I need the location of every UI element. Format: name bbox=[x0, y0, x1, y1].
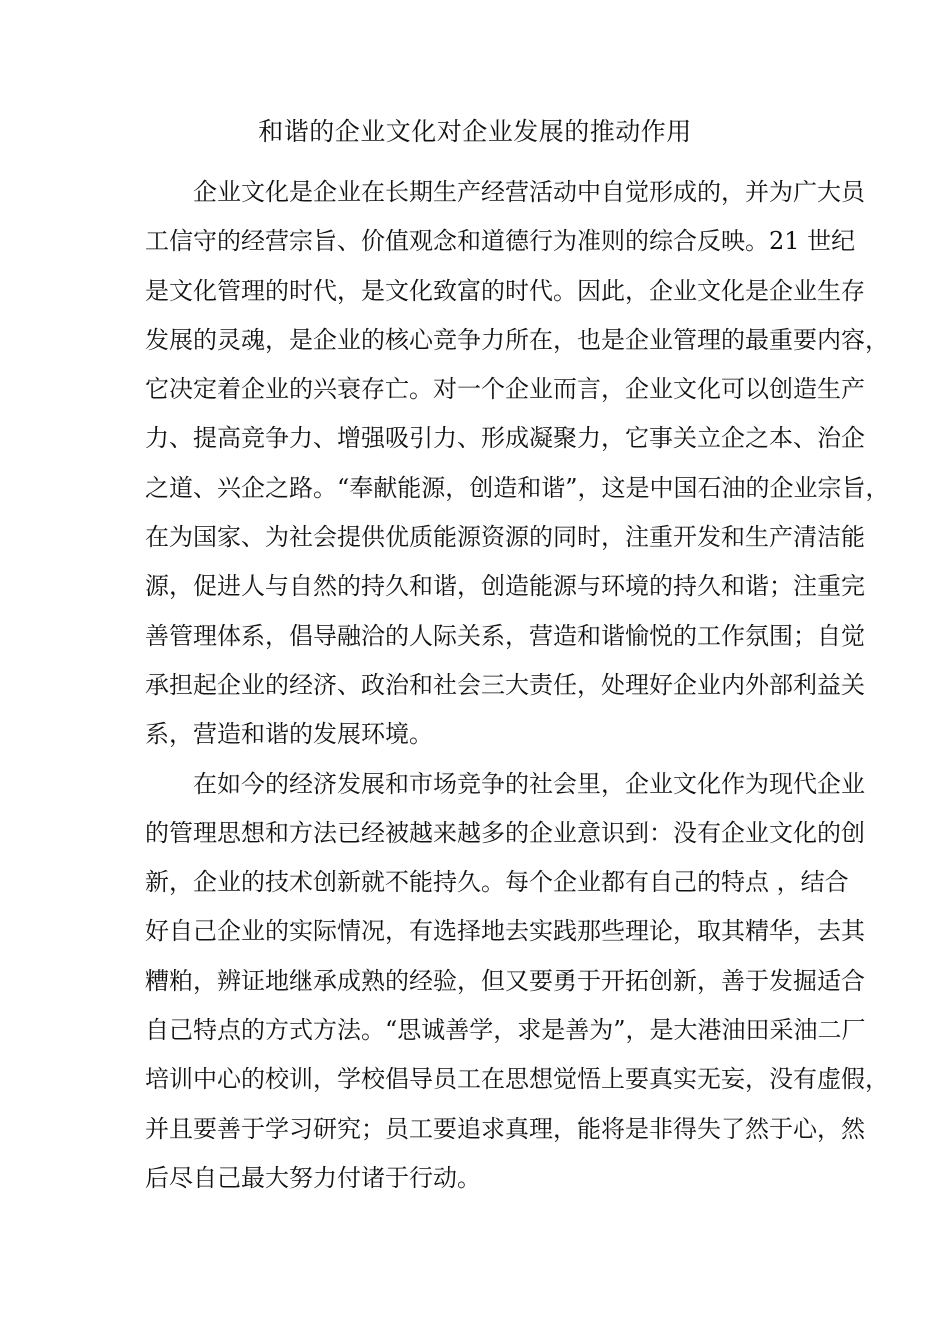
paragraph-line: 是文化管理的时代，是文化致富的时代。因此，企业文化是企业生存 bbox=[145, 276, 865, 305]
paragraph-line: 系，营造和谐的发展环境。 bbox=[145, 720, 433, 749]
paragraph-2 bbox=[145, 760, 889, 1204]
paragraph-line: 承担起企业的经济、政治和社会三大责任，处理好企业内外部利益关 bbox=[145, 670, 865, 699]
paragraph-line: 的管理思想和方法已经被越来越多的企业意识到：没有企业文化的创 bbox=[145, 818, 865, 847]
paragraph-line: 后尽自己最大努力付诸于行动。 bbox=[145, 1163, 481, 1192]
paragraph-1 bbox=[145, 168, 890, 760]
paragraph-line: 源，促进人与自然的持久和谐，创造能源与环境的持久和谐；注重完 bbox=[145, 572, 865, 601]
paragraph-line: 发展的灵魂，是企业的核心竞争力所在，也是企业管理的最重要内容， bbox=[145, 325, 889, 354]
paragraph-line: 它决定着企业的兴衰存亡。对一个企业而言，企业文化可以创造生产 bbox=[145, 375, 865, 404]
document-title: 和谐的企业文化对企业发展的推动作用 bbox=[258, 117, 692, 146]
paragraph-line: 之道、兴企之路。“奉献能源，创造和谐”，这是中国石油的企业宗旨， bbox=[145, 473, 890, 502]
paragraph-line: 自己特点的方式方法。“思诚善学，求是善为”，是大港油田采油二厂 bbox=[145, 1016, 866, 1045]
paragraph-line: 培训中心的校训，学校倡导员工在思想觉悟上要真实无妄，没有虚假， bbox=[145, 1065, 889, 1094]
paragraph-line: 糟粕，辨证地继承成熟的经验，但又要勇于开拓创新，善于发掘适合 bbox=[145, 966, 865, 995]
paragraph-line: 在如今的经济发展和市场竞争的社会里，企业文化作为现代企业 bbox=[193, 769, 865, 798]
paragraph-line: 并且要善于学习研究；员工要追求真理，能将是非得失了然于心，然 bbox=[145, 1114, 865, 1143]
document-body bbox=[145, 168, 890, 1203]
paragraph-line: 好自己企业的实际情况，有选择地去实践那些理论，取其精华，去其 bbox=[145, 917, 865, 946]
paragraph-line: 工信守的经营宗旨、价值观念和道德行为准则的综合反映。21 世纪 bbox=[145, 227, 856, 256]
paragraph-line: 力、提高竞争力、增强吸引力、形成凝聚力，它事关立企之本、治企 bbox=[145, 424, 865, 453]
paragraph-line: 企业文化是企业在长期生产经营活动中自觉形成的，并为广大员 bbox=[193, 178, 865, 206]
paragraph-line: 善管理体系，倡导融洽的人际关系，营造和谐愉悦的工作氛围；自觉 bbox=[145, 621, 865, 650]
paragraph-line: 新，企业的技术创新就不能持久。每个企业都有自己的特点 ，结合 bbox=[145, 868, 849, 897]
paragraph-line: 在为国家、为社会提供优质能源资源的同时，注重开发和生产清洁能 bbox=[145, 523, 865, 552]
